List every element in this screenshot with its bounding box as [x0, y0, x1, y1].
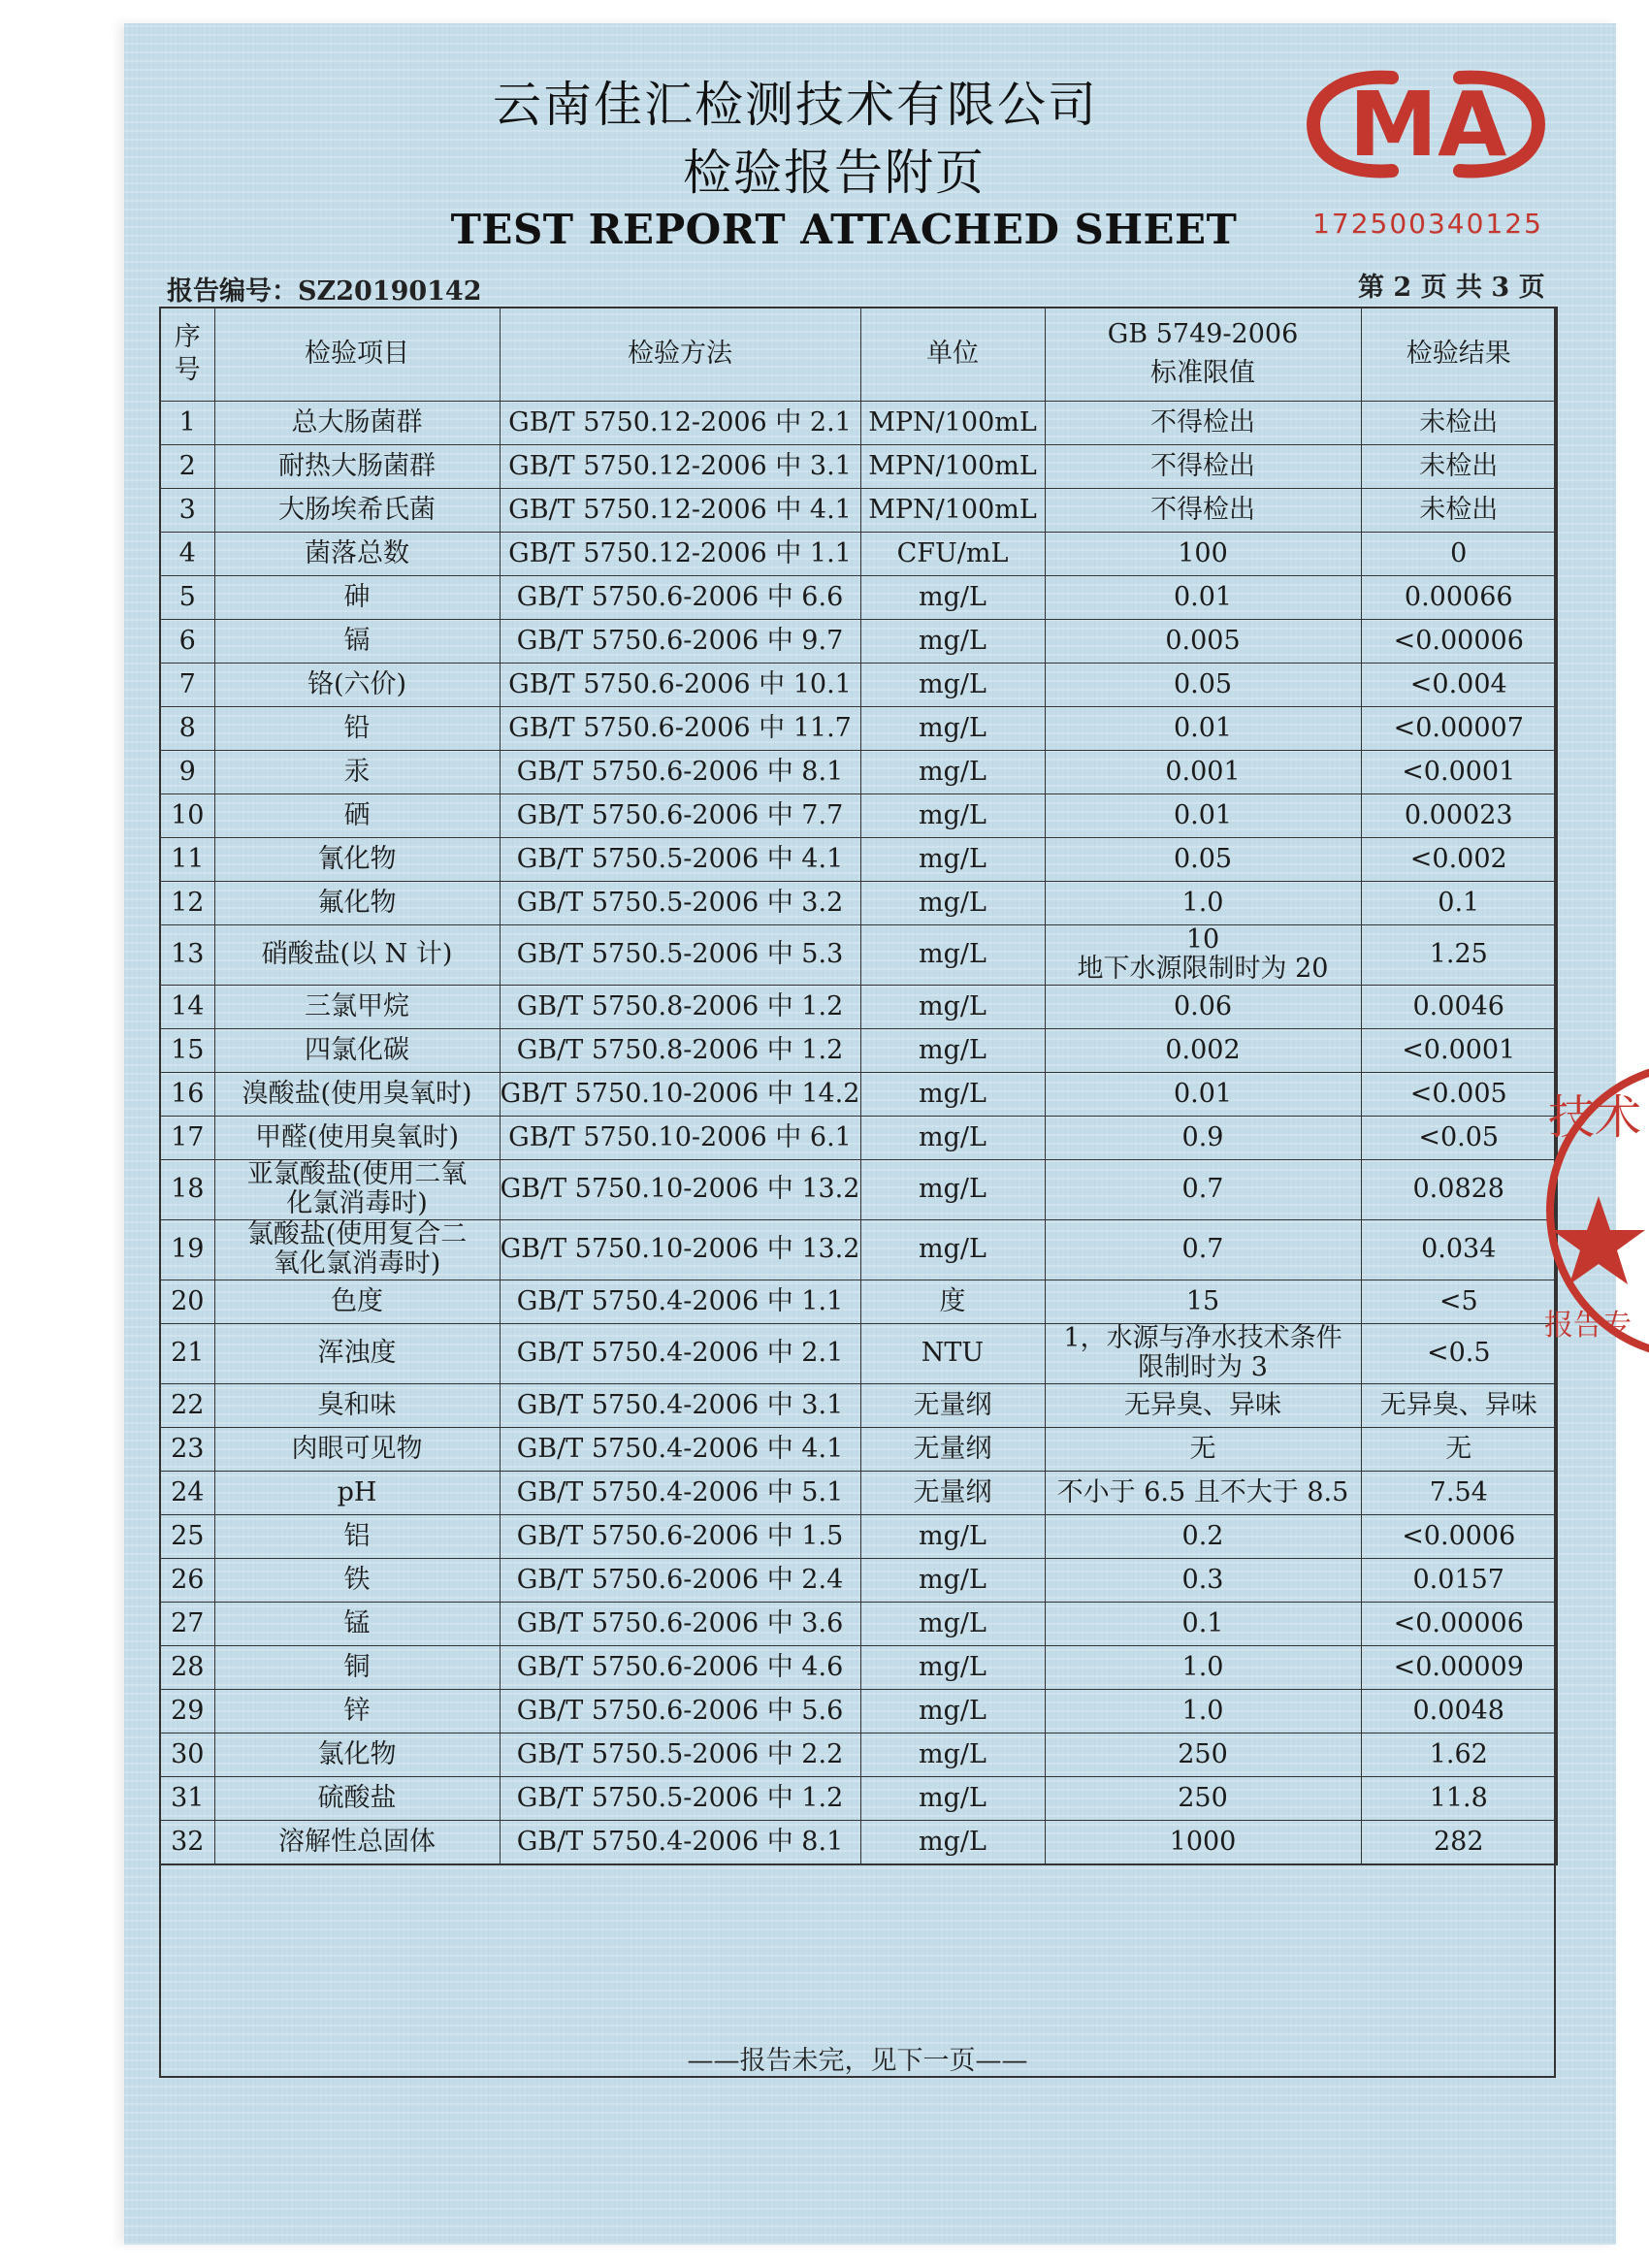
test-results-table [159, 307, 1558, 1865]
cell-limit: 1.0 [1045, 1645, 1361, 1689]
cell-method: GB/T 5750.6-2006 中 10.1 [500, 663, 860, 706]
cell-limit: 250 [1045, 1733, 1361, 1776]
cell-limit: 无 [1045, 1427, 1361, 1471]
cell-unit: mg/L [860, 1689, 1045, 1733]
cell-method: GB/T 5750.10-2006 中 14.2 [500, 1072, 860, 1116]
cell-serial: 23 [160, 1427, 214, 1471]
cell-serial: 29 [160, 1689, 214, 1733]
cell-result: <0.0006 [1361, 1514, 1557, 1558]
cell-item: 甲醛(使用臭氧时) [214, 1116, 500, 1159]
cell-item [214, 1159, 500, 1219]
cell-item: 氟化物 [214, 881, 500, 924]
cell-limit: 0.1 [1045, 1602, 1361, 1645]
cell-serial: 1 [160, 401, 214, 444]
cell-serial: 18 [160, 1159, 214, 1219]
cell-unit: mg/L [860, 1514, 1045, 1558]
header-unit: 单位 [860, 308, 1045, 401]
cell-serial: 30 [160, 1733, 214, 1776]
cell-item: 三氯甲烷 [214, 985, 500, 1028]
cell-limit [1045, 924, 1361, 985]
cell-limit: 不得检出 [1045, 401, 1361, 444]
cell-item: 耐热大肠菌群 [214, 444, 500, 488]
cell-method: GB/T 5750.6-2006 中 1.5 [500, 1514, 860, 1558]
cell-limit: 不得检出 [1045, 488, 1361, 532]
cell-item-line2: 氧化氯消毒时) [273, 1248, 441, 1279]
cell-item: 铁 [214, 1558, 500, 1602]
cell-method: GB/T 5750.10-2006 中 6.1 [500, 1116, 860, 1159]
cell-limit-line1: 1，水源与净水技术条件 [1063, 1323, 1342, 1353]
cell-unit: MPN/100mL [860, 401, 1045, 444]
cell-item: 浑浊度 [214, 1323, 500, 1383]
cell-limit: 0.2 [1045, 1514, 1361, 1558]
cell-limit: 0.01 [1045, 794, 1361, 837]
table-row [160, 706, 1557, 750]
cell-limit: 1000 [1045, 1820, 1361, 1864]
table-row [160, 1776, 1557, 1820]
cell-unit: MPN/100mL [860, 488, 1045, 532]
cell-unit: mg/L [860, 985, 1045, 1028]
cell-limit: 0.01 [1045, 1072, 1361, 1116]
cell-limit-line1: 10 [1185, 924, 1220, 955]
cell-result: 0.00066 [1361, 575, 1557, 619]
cell-method: GB/T 5750.4-2006 中 8.1 [500, 1820, 860, 1864]
cell-limit: 250 [1045, 1776, 1361, 1820]
cell-limit: 不小于 6.5 且不大于 8.5 [1045, 1471, 1361, 1514]
cell-item: 铝 [214, 1514, 500, 1558]
cell-limit: 0.01 [1045, 706, 1361, 750]
cell-item: 氰化物 [214, 837, 500, 881]
cell-serial: 8 [160, 706, 214, 750]
cell-limit: 0.3 [1045, 1558, 1361, 1602]
table-row [160, 1072, 1557, 1116]
cell-result: 0.0157 [1361, 1558, 1557, 1602]
page-info: 第 2 页 共 3 页 [1358, 273, 1545, 303]
table-row [160, 1219, 1557, 1280]
cell-item: 溴酸盐(使用臭氧时) [214, 1072, 500, 1116]
cell-item: 肉眼可见物 [214, 1427, 500, 1471]
table-row [160, 1820, 1557, 1864]
cell-serial: 17 [160, 1116, 214, 1159]
cell-serial: 12 [160, 881, 214, 924]
cell-item-line2: 化氯消毒时) [286, 1188, 428, 1218]
cell-limit: 0.002 [1045, 1028, 1361, 1072]
header-limit-line2: 标准限值 [1150, 358, 1255, 389]
inspection-seal [1540, 1055, 1649, 1366]
report-number-value: SZ20190142 [298, 276, 482, 307]
cell-item: 氯化物 [214, 1733, 500, 1776]
cell-item: 臭和味 [214, 1383, 500, 1427]
cell-result: <0.00006 [1361, 1602, 1557, 1645]
cell-method: GB/T 5750.4-2006 中 3.1 [500, 1383, 860, 1427]
table-row [160, 1028, 1557, 1072]
cell-result: <0.00009 [1361, 1645, 1557, 1689]
cell-method: GB/T 5750.5-2006 中 2.2 [500, 1733, 860, 1776]
cell-unit: mg/L [860, 1159, 1045, 1219]
cell-result: 0.034 [1361, 1219, 1557, 1280]
cell-item: pH [214, 1471, 500, 1514]
cell-serial: 13 [160, 924, 214, 985]
table-row [160, 1689, 1557, 1733]
table-row [160, 1280, 1557, 1323]
cell-serial: 26 [160, 1558, 214, 1602]
cell-serial: 25 [160, 1514, 214, 1558]
cell-item: 锌 [214, 1689, 500, 1733]
table-row [160, 1471, 1557, 1514]
cell-method: GB/T 5750.5-2006 中 5.3 [500, 924, 860, 985]
table-row [160, 837, 1557, 881]
cell-method: GB/T 5750.6-2006 中 4.6 [500, 1645, 860, 1689]
cell-limit: 0.01 [1045, 575, 1361, 619]
cell-result: 0.0828 [1361, 1159, 1557, 1219]
cell-limit-line2: 地下水源限制时为 20 [1077, 954, 1329, 984]
cell-unit: mg/L [860, 1558, 1045, 1602]
cell-item: 铜 [214, 1645, 500, 1689]
cell-result: 7.54 [1361, 1471, 1557, 1514]
cell-serial: 2 [160, 444, 214, 488]
cell-unit: mg/L [860, 1776, 1045, 1820]
table-row [160, 924, 1557, 985]
cell-method: GB/T 5750.8-2006 中 1.2 [500, 1028, 860, 1072]
cell-method: GB/T 5750.12-2006 中 2.1 [500, 401, 860, 444]
cell-limit: 不得检出 [1045, 444, 1361, 488]
cell-method: GB/T 5750.4-2006 中 1.1 [500, 1280, 860, 1323]
cell-method: GB/T 5750.6-2006 中 5.6 [500, 1689, 860, 1733]
cell-unit: mg/L [860, 663, 1045, 706]
cell-serial: 22 [160, 1383, 214, 1427]
table-row [160, 1427, 1557, 1471]
cell-method: GB/T 5750.12-2006 中 1.1 [500, 532, 860, 575]
cell-unit: mg/L [860, 619, 1045, 663]
cell-result: 11.8 [1361, 1776, 1557, 1820]
cell-method: GB/T 5750.6-2006 中 2.4 [500, 1558, 860, 1602]
cell-unit: mg/L [860, 794, 1045, 837]
cell-limit: 100 [1045, 532, 1361, 575]
cell-serial: 24 [160, 1471, 214, 1514]
report-number-label: 报告编号： [167, 276, 298, 307]
cell-unit: mg/L [860, 706, 1045, 750]
cell-result: <0.0001 [1361, 1028, 1557, 1072]
cell-unit: MPN/100mL [860, 444, 1045, 488]
cell-item-line1: 亚氯酸盐(使用二氧 [246, 1159, 468, 1189]
header-limit [1045, 308, 1361, 401]
cell-serial: 21 [160, 1323, 214, 1383]
cell-item: 硒 [214, 794, 500, 837]
table-row [160, 794, 1557, 837]
table-row [160, 444, 1557, 488]
cell-serial: 19 [160, 1219, 214, 1280]
cma-code: 172500340125 [1312, 208, 1543, 240]
cell-result: 0.0046 [1361, 985, 1557, 1028]
cell-item: 硝酸盐(以 N 计) [214, 924, 500, 985]
cell-result: 0.0048 [1361, 1689, 1557, 1733]
cell-method: GB/T 5750.6-2006 中 8.1 [500, 750, 860, 794]
cell-unit: mg/L [860, 575, 1045, 619]
header-method: 检验方法 [500, 308, 860, 401]
cell-result: <0.0001 [1361, 750, 1557, 794]
table-row [160, 619, 1557, 663]
cell-unit: NTU [860, 1323, 1045, 1383]
cell-method: GB/T 5750.4-2006 中 2.1 [500, 1323, 860, 1383]
table-row [160, 1383, 1557, 1427]
table-row [160, 488, 1557, 532]
cell-result: <0.5 [1361, 1323, 1557, 1383]
header-limit-line1: GB 5749-2006 [1107, 319, 1299, 350]
cell-result: <0.005 [1361, 1072, 1557, 1116]
cell-unit: 度 [860, 1280, 1045, 1323]
cell-serial: 3 [160, 488, 214, 532]
company-name: 云南佳汇检测技术有限公司 [493, 77, 1098, 133]
cell-unit: CFU/mL [860, 532, 1045, 575]
cell-unit: 无量纲 [860, 1427, 1045, 1471]
cell-unit: mg/L [860, 837, 1045, 881]
cell-serial: 31 [160, 1776, 214, 1820]
table-row [160, 1558, 1557, 1602]
cell-item: 砷 [214, 575, 500, 619]
table-row [160, 575, 1557, 619]
continued-note: ——报告未完，见下一页—— [687, 2046, 1028, 2076]
cell-result: <0.00006 [1361, 619, 1557, 663]
cell-limit: 0.05 [1045, 663, 1361, 706]
table-row [160, 1645, 1557, 1689]
table-row [160, 1602, 1557, 1645]
cma-logo [1300, 60, 1552, 186]
cell-result: 未检出 [1361, 444, 1557, 488]
cell-serial: 4 [160, 532, 214, 575]
seal-text-bottom: 报告专 [1544, 1309, 1632, 1343]
cell-limit: 0.7 [1045, 1159, 1361, 1219]
cell-serial: 16 [160, 1072, 214, 1116]
cell-item-line1: 氯酸盐(使用复合二 [246, 1219, 468, 1249]
cell-method: GB/T 5750.6-2006 中 7.7 [500, 794, 860, 837]
cell-serial: 32 [160, 1820, 214, 1864]
table-row [160, 881, 1557, 924]
cell-serial: 9 [160, 750, 214, 794]
cell-limit: 0.7 [1045, 1219, 1361, 1280]
cell-serial: 15 [160, 1028, 214, 1072]
table-row [160, 985, 1557, 1028]
report-title-cn: 检验报告附页 [683, 145, 986, 201]
cell-limit: 1.0 [1045, 881, 1361, 924]
header-serial-line1: 序 [174, 322, 201, 353]
cell-unit: 无量纲 [860, 1471, 1045, 1514]
table-row [160, 1514, 1557, 1558]
cell-serial: 28 [160, 1645, 214, 1689]
cell-result: 282 [1361, 1820, 1557, 1864]
cell-unit: mg/L [860, 1028, 1045, 1072]
cell-serial: 5 [160, 575, 214, 619]
cell-method: GB/T 5750.10-2006 中 13.2 [500, 1159, 860, 1219]
cell-limit-line2: 限制时为 3 [1138, 1352, 1268, 1382]
cell-serial: 27 [160, 1602, 214, 1645]
cell-limit: 15 [1045, 1280, 1361, 1323]
cell-item: 色度 [214, 1280, 500, 1323]
cell-method: GB/T 5750.4-2006 中 5.1 [500, 1471, 860, 1514]
cell-unit: mg/L [860, 1645, 1045, 1689]
cell-method: GB/T 5750.5-2006 中 1.2 [500, 1776, 860, 1820]
cell-result: 未检出 [1361, 488, 1557, 532]
cell-method: GB/T 5750.8-2006 中 1.2 [500, 985, 860, 1028]
table-row [160, 401, 1557, 444]
cell-item: 四氯化碳 [214, 1028, 500, 1072]
cell-item: 锰 [214, 1602, 500, 1645]
cell-method: GB/T 5750.6-2006 中 6.6 [500, 575, 860, 619]
cell-result: 0.00023 [1361, 794, 1557, 837]
header-serial [160, 308, 214, 401]
cell-item: 大肠埃希氏菌 [214, 488, 500, 532]
cell-result: <0.002 [1361, 837, 1557, 881]
table-row [160, 1116, 1557, 1159]
cell-method: GB/T 5750.4-2006 中 4.1 [500, 1427, 860, 1471]
cell-limit [1045, 1323, 1361, 1383]
cell-limit: 0.001 [1045, 750, 1361, 794]
cell-item: 镉 [214, 619, 500, 663]
cell-item: 铅 [214, 706, 500, 750]
table-row [160, 1159, 1557, 1219]
table-row [160, 750, 1557, 794]
cell-item [214, 1219, 500, 1280]
cell-limit: 0.9 [1045, 1116, 1361, 1159]
table-row [160, 1733, 1557, 1776]
cell-limit: 0.005 [1045, 619, 1361, 663]
cell-serial: 11 [160, 837, 214, 881]
cell-limit: 0.06 [1045, 985, 1361, 1028]
cell-limit: 无异臭、异味 [1045, 1383, 1361, 1427]
cell-unit: mg/L [860, 1072, 1045, 1116]
cell-limit: 1.0 [1045, 1689, 1361, 1733]
cell-serial: 20 [160, 1280, 214, 1323]
cell-result: <0.00007 [1361, 706, 1557, 750]
cell-method: GB/T 5750.10-2006 中 13.2 [500, 1219, 860, 1280]
report-title-en: TEST REPORT ATTACHED SHEET [450, 206, 1238, 253]
cell-result: <0.05 [1361, 1116, 1557, 1159]
cell-item: 溶解性总固体 [214, 1820, 500, 1864]
cell-unit: mg/L [860, 1116, 1045, 1159]
table-body [160, 401, 1557, 1864]
cell-unit: mg/L [860, 750, 1045, 794]
cell-unit: mg/L [860, 1602, 1045, 1645]
cell-unit: mg/L [860, 881, 1045, 924]
table-row [160, 663, 1557, 706]
cell-item: 汞 [214, 750, 500, 794]
cell-unit: mg/L [860, 1820, 1045, 1864]
cell-method: GB/T 5750.6-2006 中 3.6 [500, 1602, 860, 1645]
cell-result: 未检出 [1361, 401, 1557, 444]
cell-limit: 0.05 [1045, 837, 1361, 881]
cell-item: 总大肠菌群 [214, 401, 500, 444]
cell-result: 无 [1361, 1427, 1557, 1471]
cell-method: GB/T 5750.6-2006 中 9.7 [500, 619, 860, 663]
cell-unit: mg/L [860, 1733, 1045, 1776]
cell-method: GB/T 5750.12-2006 中 4.1 [500, 488, 860, 532]
header-serial-line2: 号 [174, 355, 201, 386]
cell-method: GB/T 5750.5-2006 中 3.2 [500, 881, 860, 924]
seal-text-top: 技术 [1548, 1090, 1642, 1145]
cell-serial: 10 [160, 794, 214, 837]
cell-result: 无异臭、异味 [1361, 1383, 1557, 1427]
cell-serial: 6 [160, 619, 214, 663]
cell-item: 菌落总数 [214, 532, 500, 575]
cell-method: GB/T 5750.5-2006 中 4.1 [500, 837, 860, 881]
header-item: 检验项目 [214, 308, 500, 401]
cell-unit: 无量纲 [860, 1383, 1045, 1427]
report-number [167, 270, 482, 308]
cell-result: <5 [1361, 1280, 1557, 1323]
cma-logo-text: MA [1348, 73, 1507, 177]
table-row [160, 1323, 1557, 1383]
cell-result: 0.1 [1361, 881, 1557, 924]
cell-result: <0.004 [1361, 663, 1557, 706]
cell-result: 0 [1361, 532, 1557, 575]
cell-unit: mg/L [860, 1219, 1045, 1280]
cell-method: GB/T 5750.12-2006 中 3.1 [500, 444, 860, 488]
cell-item: 硫酸盐 [214, 1776, 500, 1820]
cell-item: 铬(六价) [214, 663, 500, 706]
header-result: 检验结果 [1361, 308, 1557, 401]
table-row [160, 532, 1557, 575]
cell-result: 1.62 [1361, 1733, 1557, 1776]
cell-unit: mg/L [860, 924, 1045, 985]
cell-result: 1.25 [1361, 924, 1557, 985]
cell-serial: 14 [160, 985, 214, 1028]
cell-serial: 7 [160, 663, 214, 706]
cell-method: GB/T 5750.6-2006 中 11.7 [500, 706, 860, 750]
